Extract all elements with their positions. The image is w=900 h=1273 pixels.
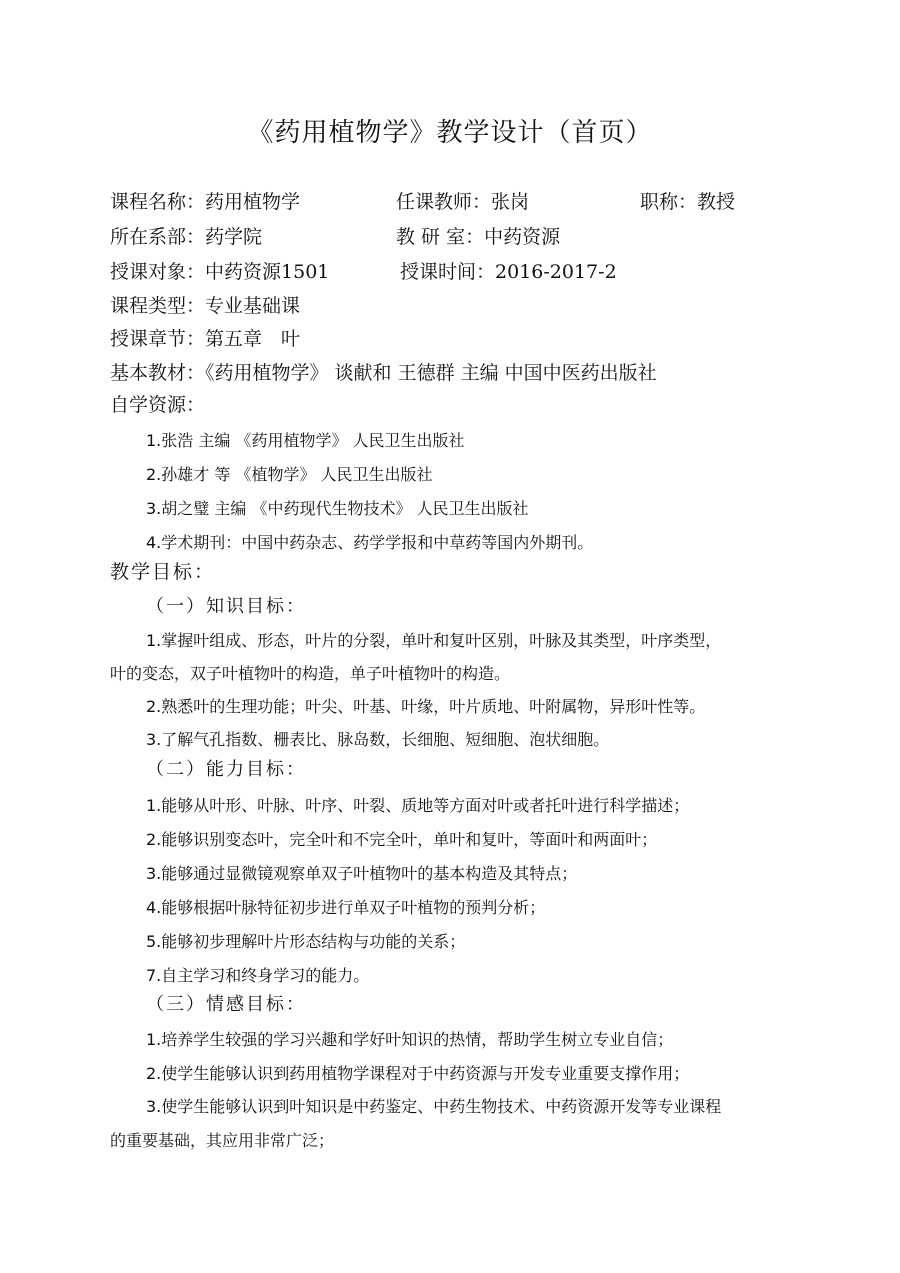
emotion-item: 3.使学生能够认识到叶知识是中药鉴定、中药生物技术、中药资源开发等专业课程 <box>146 1097 722 1116</box>
chapter-field <box>110 324 300 351</box>
ability-item: 4.能够根据叶脉特征初步进行单双子叶植物的预判分析； <box>146 898 546 917</box>
teacher-field <box>396 187 529 214</box>
knowledge-item: 1.掌握叶组成、形态，叶片的分裂，单叶和复叶区别，叶脉及其类型，叶序类型， <box>146 631 722 650</box>
course-name-field <box>110 187 300 214</box>
resource-item: 2.孙雄才 等 《植物学》 人民卫生出版社 <box>146 465 433 484</box>
department-field <box>110 222 262 249</box>
textbook-label: 基本教材： <box>110 362 206 384</box>
teacher-label: 任课教师： <box>396 191 492 213</box>
time-field <box>400 257 617 284</box>
course-name-value: 药用植物学 <box>205 191 301 213</box>
emotion-item-continued: 的重要基础，其应用非常广泛； <box>110 1131 335 1150</box>
emotion-item: 2.使学生能够认识到药用植物学课程对于中药资源与开发专业重要支撑作用； <box>146 1064 690 1083</box>
emotion-item: 1.培养学生较强的学习兴趣和学好叶知识的热情，帮助学生树立专业自信； <box>146 1030 674 1049</box>
emotion-goals-heading: （三）情感目标： <box>146 994 306 1015</box>
target-label: 授课对象： <box>110 261 206 283</box>
teacher-value: 张岗 <box>491 191 530 213</box>
ability-item: 2.能够识别变态叶，完全叶和不完全叶，单叶和复叶，等面叶和两面叶； <box>146 830 658 849</box>
time-value: 2016-2017-2 <box>495 261 617 283</box>
resource-item: 3.胡之璧 主编 《中药现代生物技术》 人民卫生出版社 <box>146 499 529 518</box>
resource-item: 1.张浩 主编 《药用植物学》 人民卫生出版社 <box>146 431 465 450</box>
page-title: 《药用植物学》教学设计（首页） <box>247 118 653 148</box>
resource-item: 4.学术期刊：中国中药杂志、药学学报和中草药等国内外期刊。 <box>146 533 594 552</box>
self-study-label: 自学资源： <box>110 394 206 416</box>
ability-item: 5.能够初步理解叶片形态结构与功能的关系； <box>146 932 466 951</box>
knowledge-goals-heading: （一）知识目标： <box>146 596 306 617</box>
knowledge-item: 2.熟悉叶的生理功能；叶尖、叶基、叶缘，叶片质地、叶附属物，异形叶性等。 <box>146 697 706 716</box>
chapter-label: 授课章节： <box>110 328 206 350</box>
rank-label: 职称： <box>640 191 698 213</box>
rank-field <box>640 187 735 214</box>
ability-item: 7.自主学习和终身学习的能力。 <box>146 966 370 985</box>
chapter-value: 第五章 叶 <box>205 328 301 350</box>
ability-item: 1.能够从叶形、叶脉、叶序、叶裂、质地等方面对叶或者托叶进行科学描述； <box>146 796 690 815</box>
office-field <box>396 222 560 249</box>
target-field <box>110 257 329 284</box>
course-type-value: 专业基础课 <box>205 295 301 317</box>
textbook-field <box>110 358 657 385</box>
office-value: 中药资源 <box>484 226 561 248</box>
ability-item: 3.能够通过显微镜观察单双子叶植物叶的基本构造及其特点； <box>146 864 578 883</box>
time-label: 授课时间： <box>400 261 496 283</box>
course-type-label: 课程类型： <box>110 295 206 317</box>
knowledge-item-continued: 叶的变态，双子叶植物叶的构造，单子叶植物叶的构造。 <box>110 664 511 683</box>
rank-value: 教授 <box>697 191 736 213</box>
teaching-goals-heading: 教学目标： <box>110 561 216 583</box>
ability-goals-heading: （二）能力目标： <box>146 759 306 780</box>
office-label: 教 研 室： <box>396 226 485 248</box>
department-value: 药学院 <box>205 226 263 248</box>
knowledge-item: 3.了解气孔指数、栅表比、脉岛数，长细胞、短细胞、泡状细胞。 <box>146 730 610 749</box>
department-label: 所在系部： <box>110 226 206 248</box>
course-name-label: 课程名称： <box>110 191 206 213</box>
course-type-field <box>110 291 300 318</box>
textbook-value: 《药用植物学》 谈献和 王德群 主编 中国中医药出版社 <box>205 362 657 384</box>
target-value: 中药资源1501 <box>205 261 330 283</box>
